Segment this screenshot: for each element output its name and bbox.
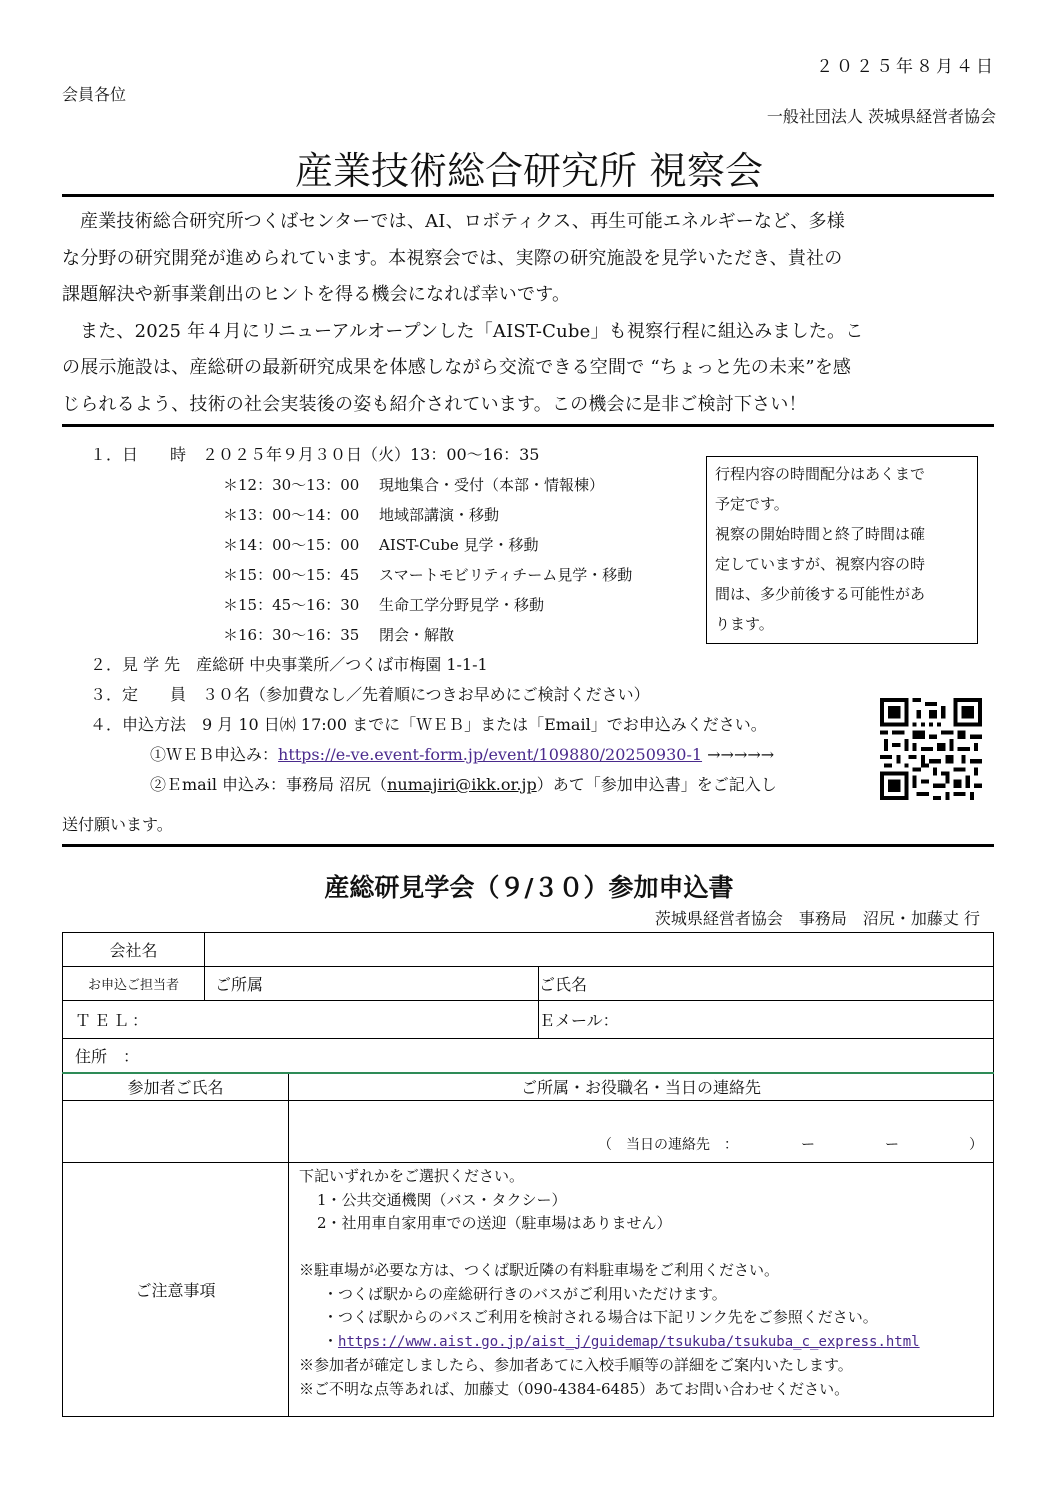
form-title: 産総研見学会（９/３０）参加申込書 [324, 873, 734, 902]
web-application: ①ＷＥＢ申込み：https://e-ve.event-form.jp/event/109880/20250930-1 →→→→→ [150, 745, 775, 764]
email-field[interactable]: Ｅメール： [539, 1001, 994, 1039]
form-addressee: 茨城県経営者協会 事務局 沼尻・加藤丈 行 [654, 909, 980, 928]
schedule-note-box: 行程内容の時間配分はあくまで 予定です。 視察の開始時間と終了時間は確 定していますが、視察内容の時 間は、多少前後する可能性があ ります。 [706, 456, 978, 644]
guide-map-link[interactable]: https://www.aist.go.jp/aist_j/guidemap/tsukuba/tsukuba_c_express.html [338, 1333, 920, 1350]
caution-label: ご注意事項 [63, 1163, 289, 1417]
company-field[interactable] [205, 933, 994, 967]
intro-line: な分野の研究開発が進められています。本視察会では、実際の研究施設を見学いただき、貴社の [62, 247, 843, 269]
schedule-item: ＊15：45～16：30 生命工学分野見学・移動 [223, 596, 545, 614]
intro-line: じられるよう、技術の社会実装後の姿も紹介されています。この機会に是非ご検討下さい！ [62, 393, 807, 415]
company-label: 会社名 [63, 933, 205, 967]
form-divider [62, 844, 994, 847]
participant-label: 参加者ご氏名 [63, 1073, 289, 1101]
page-title: 産業技術総合研究所 視察会 [294, 149, 764, 193]
intro-line: また、2025 年４月にリニューアルオープンした「AIST-Cube」も視察行程に組込みました。こ [80, 320, 864, 342]
web-application-link[interactable]: https://e-ve.event-form.jp/event/109880/20250930-1 [278, 745, 703, 764]
intro-divider [62, 424, 994, 427]
participant-info-label: ご所属・お役職名・当日の連絡先 [289, 1073, 994, 1101]
intro-line: の展示施設は、産総研の最新研究成果を体感しながら交流できる空間で “ちょっと先の未来”を感 [62, 357, 852, 378]
venue: ２．見 学 先 産総研 中央事業所／つくば市梅園 1-1-1 [90, 655, 488, 674]
dept-field[interactable]: ご所属 [205, 967, 539, 1001]
intro-line: 産業技術総合研究所つくばセンターでは、AI、ロボティクス、再生可能エネルギーなど、多様 [80, 211, 845, 232]
schedule-item: ＊16：30～16：35 閉会・解散 [223, 626, 455, 644]
caution-content: 下記いずれかをご選択ください。 1・公共交通機関（バス・タクシー） 2・社用車自家用車での送迎（駐車場はありません） ※駐車場が必要な方は、つくば駅近隣の有料駐車場をご利用ください。 ・つくば駅からの産総研行きのバスがご利用いただけます。 ・つくば駅からのバスご利用を検討される場合は下記リンク先をご参照ください。 ・https://www.aist.go.jp/aist_j/guidemap/tsukuba/tsukuba_c_express.html ※参加者が確定しましたら、参加者あてに入校手順等の詳細をご案内いたします。 ※ご不明な点等あれば、加藤丈（090-4384-6485）あてお問い合わせください。 [289, 1163, 994, 1417]
schedule-item: ＊12：30～13：00 現地集合・受付（本部・情報棟） [223, 476, 605, 494]
name-field[interactable]: ご氏名 [539, 967, 994, 1001]
application-method: ４．申込方法 9 月 10 日㈬ 17:00 までに「ＷＥＢ」または「Email」でお申込みください。 [90, 715, 767, 734]
capacity: ３．定 員 ３０名（参加費なし／先着順につきお早めにご検討ください） [90, 685, 650, 704]
application-form [62, 932, 994, 1417]
qr-code-icon[interactable] [880, 698, 982, 800]
participant-info-field[interactable]: （ 当日の連絡先 ： ー ー ） [289, 1101, 994, 1163]
intro-line: 課題解決や新事業創出のヒントを得る機会になれば幸いです。 [62, 284, 571, 305]
title-divider [62, 194, 994, 197]
participant-name-field[interactable] [63, 1101, 289, 1163]
document-date: ２０２５年８月４日 [816, 57, 996, 77]
schedule-item: ＊13：00～14：00 地域部講演・移動 [223, 506, 500, 524]
schedule-item: ＊14：00～15：00 AIST-Cube 見学・移動 [223, 536, 539, 554]
tel-field[interactable]: ＴＥＬ： [63, 1001, 539, 1039]
schedule-item: ＊15：00～15：45 スマートモビリティチーム見学・移動 [223, 566, 633, 584]
schedule-date: １．日 時 ２０２５年９月３０日（火）13：00～16：35 [90, 445, 540, 464]
schedule-section [90, 440, 777, 800]
email-link[interactable]: numajiri@ikk.or.jp [387, 775, 537, 794]
intro-text [62, 204, 994, 423]
contact-label: お申込ご担当者 [63, 967, 205, 1001]
email-application: ②Ｅmail 申込み：事務局 沼尻（numajiri@ikk.or.jp）あて「参加申込書」をご記入し [150, 775, 777, 794]
closing-line: 送付願います。 [62, 815, 173, 834]
address-field[interactable]: 住所 ： [63, 1039, 994, 1073]
issuing-organization: 一般社団法人 茨城県経営者協会 [766, 107, 996, 126]
recipient: 会員各位 [62, 85, 127, 104]
